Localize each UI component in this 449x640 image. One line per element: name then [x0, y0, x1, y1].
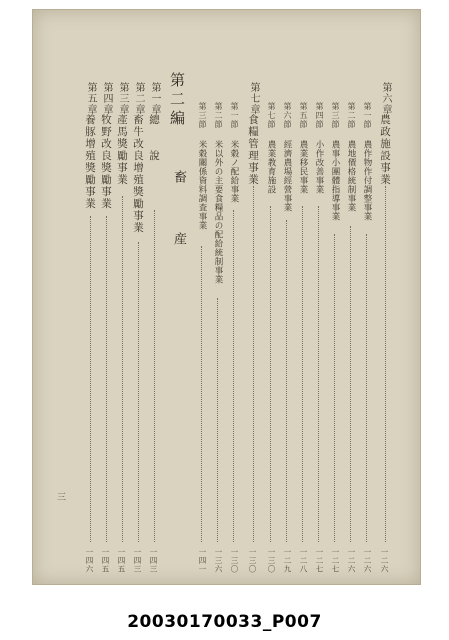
ch6-sec2-number: 第二節	[347, 102, 356, 129]
ch6-sec5-page: 一二八	[299, 548, 308, 574]
p2-chapter-5-page: 一四六	[85, 548, 94, 574]
ch6-sec3-page: 一二七	[331, 548, 340, 574]
ch6-sec4-leader	[318, 206, 319, 542]
ch6-sec2-title: 農地價格統制事業	[346, 140, 356, 212]
image-caption: 20030170033_P007	[127, 612, 322, 632]
p2-chapter-5-number: 第五章	[85, 82, 96, 115]
ch7-sec2-number: 第二節	[214, 102, 223, 129]
chapter-7-number: 第七章	[248, 82, 259, 115]
part-2-heading: 第二編	[168, 72, 186, 129]
ch6-sec7-number: 第七節	[267, 102, 276, 129]
ch6-sec3-title: 農事小團體指導事業	[330, 140, 340, 221]
chapter-6-title: 農政施設事業	[379, 114, 391, 186]
ch6-sec7-leader	[270, 206, 271, 542]
ch6-sec5-number: 第五節	[299, 102, 308, 129]
ch6-sec6-title: 經濟農場經營事業	[282, 140, 292, 212]
p2-chapter-5-leader	[90, 216, 91, 542]
ch6-sec1-number: 第一節	[363, 102, 372, 129]
ch6-sec6-page: 一二九	[283, 548, 292, 574]
chapter-6-leader	[385, 186, 386, 542]
ch6-sec2-page: 一二六	[347, 548, 356, 574]
ch6-sec4-number: 第四節	[315, 102, 324, 129]
chapter-6-number: 第六章	[380, 82, 391, 115]
ch6-sec7-title: 農業教育施設	[266, 140, 276, 194]
ch7-sec2-title: 米以外の主要食糧品の配給統制事業	[213, 140, 223, 284]
ch6-sec6-number: 第六節	[283, 102, 292, 129]
p2-chapter-1-leader	[154, 210, 155, 542]
ch6-sec3-number: 第三節	[331, 102, 340, 129]
p2-chapter-3-number: 第三章	[117, 82, 128, 115]
folio-page-number: 三	[57, 493, 67, 503]
chapter-7-page: 一三〇	[248, 548, 257, 574]
p2-chapter-2-number: 第二章	[133, 82, 144, 115]
ch7-sec1-leader	[233, 210, 234, 542]
p2-chapter-3-leader	[122, 196, 123, 542]
chapter-7-title: 食糧管理事業	[247, 114, 259, 186]
ch6-sec2-leader	[350, 226, 351, 542]
ch6-sec1-page: 一二六	[363, 548, 372, 574]
p2-chapter-5-title: 養豚增殖獎勵事業	[84, 114, 96, 210]
p2-chapter-4-title: 牧野改良獎勵事業	[100, 114, 112, 210]
ch7-sec3-title: 米穀關係資料調査事業	[197, 140, 207, 230]
ch7-sec1-title: 米穀ノ配給事業	[229, 140, 239, 203]
ch7-sec1-page: 一三〇	[230, 548, 239, 574]
ch6-sec5-title: 農業移民事業	[298, 140, 308, 194]
p2-chapter-2-leader	[138, 242, 139, 542]
ch6-sec4-title: 小作改善事業	[314, 140, 324, 194]
ch7-sec2-page: 一三六	[214, 548, 223, 574]
p2-chapter-4-leader	[106, 216, 107, 542]
ch6-sec3-leader	[334, 234, 335, 542]
ch6-sec6-leader	[286, 220, 287, 542]
ch6-sec7-page: 一三〇	[267, 548, 276, 574]
chapter-7-leader	[253, 186, 254, 542]
ch6-sec1-title: 農作物作付調整事業	[362, 140, 372, 221]
p2-chapter-4-number: 第四章	[101, 82, 112, 115]
p2-chapter-2-page: 一四三	[133, 548, 142, 574]
ch7-sec3-leader	[201, 246, 202, 542]
p2-chapter-3-page: 一四五	[117, 548, 126, 574]
ch6-sec5-leader	[302, 206, 303, 542]
p2-chapter-1-title: 總 說	[148, 114, 160, 162]
part-2-subject: 畜 産	[171, 170, 186, 263]
book-page	[32, 9, 421, 585]
ch7-sec2-leader	[217, 298, 218, 542]
p2-chapter-1-number: 第一章	[149, 82, 160, 115]
ch6-sec4-page: 一二七	[315, 548, 324, 574]
p2-chapter-1-page: 一四三	[149, 548, 158, 574]
ch7-sec3-page: 一四一	[198, 548, 207, 574]
chapter-6-page: 一二六	[380, 548, 389, 574]
p2-chapter-4-page: 一四五	[101, 548, 110, 574]
p2-chapter-2-title: 畜牛改良增殖獎勵事業	[132, 114, 144, 234]
ch7-sec3-number: 第三節	[198, 102, 207, 129]
ch7-sec1-number: 第一節	[230, 102, 239, 129]
p2-chapter-3-title: 產馬獎勵事業	[116, 114, 128, 186]
ch6-sec1-leader	[366, 234, 367, 542]
